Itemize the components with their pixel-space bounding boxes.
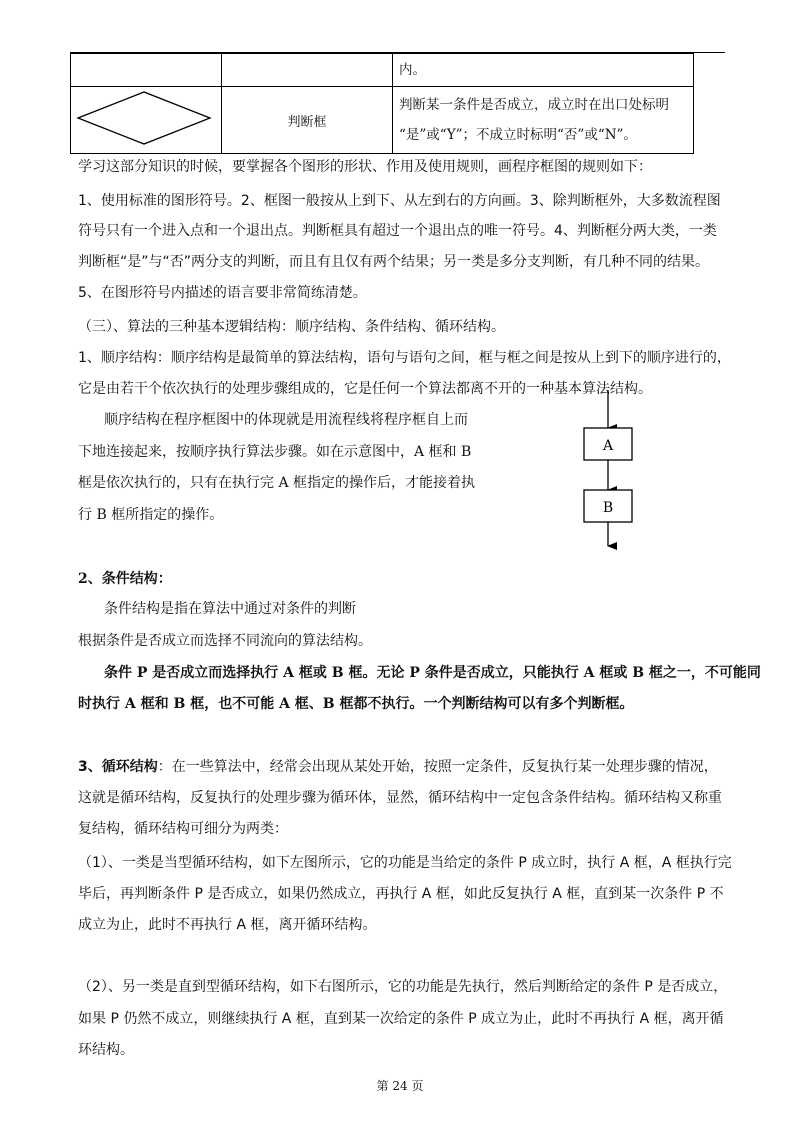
page-number: 第 24 页	[376, 1079, 424, 1093]
section-heading: （三）、算法的三种基本逻辑结构：顺序结构、条件结构、循环结构。	[78, 319, 505, 335]
table-cell-name	[222, 54, 393, 87]
sequence-flow-diagram	[560, 390, 660, 550]
text-line-bold: 条件 P 是否成立而选择执行 A 框或 B 框。无论 P 条件是否成立，只能执行 A 框或 B 框之一，不可能同	[104, 665, 761, 681]
table-cell-desc: 内。	[393, 54, 694, 87]
text-line: 它是由若干个依次执行的处理步骤组成的，它是任何一个算法都离不开的一种基本算法结构。	[78, 381, 652, 397]
decision-diamond-icon	[76, 88, 212, 148]
section-heading: 2、条件结构：	[78, 571, 172, 587]
text-line: 1、顺序结构：顺序结构是最简单的算法结构，语句与语句之间，框与框之间是按从上到下的顺序进行的，	[78, 350, 731, 366]
table-cell-name: 判断框	[222, 87, 393, 154]
text-line: 如果 P 仍然不成立，则继续执行 A 框，直到某一次给定的条件 P 成立为止，此时不再执行 A 框，离开循	[78, 1011, 724, 1027]
text-line: 复结构，循环结构可细分为两类：	[78, 821, 288, 837]
text-line: 判断框“是”与“否”两分支的判断，而且有且仅有两个结果；另一类是多分支判断，有几种不同的结果。	[78, 254, 710, 270]
text-line: 学习这部分知识的时候，要掌握各个图形的形状、作用及使用规则，画程序框图的规则如下：	[78, 159, 652, 175]
text-line: （2）、另一类是直到型循环结构，如下右图所示，它的功能是先执行，然后判断给定的条件 P 是否成立，	[78, 979, 728, 995]
text-run: ：在一些算法中，经常会出现从某处开始，按照一定条件，反复执行某一处理步骤的情况，	[157, 759, 718, 775]
text-line: 顺序结构在程序框图中的体现就是用流程线将程序框自上而	[104, 412, 468, 428]
text-line: （1）、一类是当型循环结构，如下左图所示，它的功能是当给定的条件 P 成立时，执行 A 框，A 框执行完	[78, 855, 732, 871]
text-line: 这就是循环结构，反复执行的处理步骤为循环体，显然，循环结构中一定包含条件结构。循环结构又称重	[78, 790, 722, 806]
text-line: 行 B 框所指定的操作。	[78, 507, 224, 523]
box-b-label: B	[602, 500, 614, 516]
text-line: 成立为止，此时不再执行 A 框，离开循环结构。	[78, 917, 377, 933]
text-line: 环结构。	[78, 1042, 134, 1058]
section-heading: 3、循环结构	[78, 759, 158, 775]
text-line: 毕后，再判断条件 P 是否成立，如果仍然成立，再执行 A 框，如此反复执行 A 框，直到某一次条件 P 不	[78, 886, 724, 902]
decision-desc-line1: 判断某一条件是否成立，成立时在出口处标明	[399, 97, 669, 113]
text-line: 符号只有一个进入点和一个退出点。判断框具有超过一个退出点的唯一符号。4、判断框分两大类，一类	[78, 223, 717, 239]
table-row	[71, 54, 694, 87]
text-line: 1、使用标准的图形符号。2、框图一般按从上到下、从左到右的方向画。3、除判断框外，大多数流程图	[78, 193, 721, 209]
table-cell-shape	[71, 54, 222, 87]
text-line: 根据条件是否成立而选择不同流向的算法结构。	[78, 633, 372, 649]
table-cell-desc	[393, 87, 694, 154]
text-line: 框是依次执行的，只有在执行完 A 框指定的操作后，才能接着执	[78, 475, 476, 491]
decision-desc-line2: “是”或“Y”；不成立时标明“否”或“N”。	[399, 127, 637, 143]
text-line	[78, 756, 718, 776]
text-line: 条件结构是指在算法中通过对条件的判断	[104, 601, 356, 617]
text-line: 5、在图形符号内描述的语言要非常简练清楚。	[78, 285, 367, 301]
text-line-bold: 时执行 A 框和 B 框，也不可能 A 框、B 框都不执行。一个判断结构可以有多个判断框。	[78, 696, 634, 712]
box-a-label: A	[602, 438, 614, 454]
text-line: 下地连接起来，按顺序执行算法步骤。如在示意图中，A 框和 B	[78, 444, 472, 460]
